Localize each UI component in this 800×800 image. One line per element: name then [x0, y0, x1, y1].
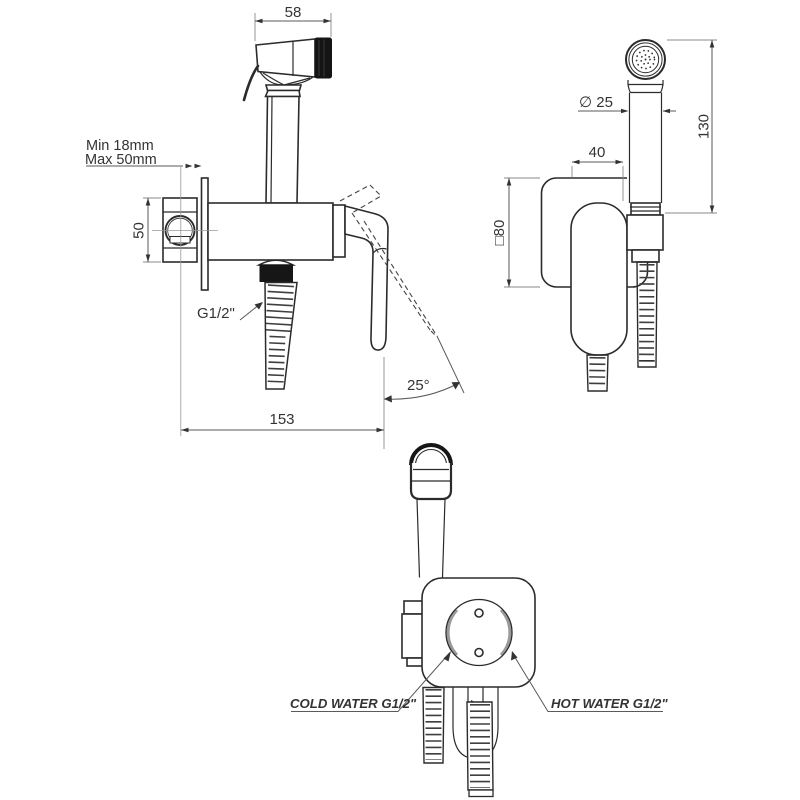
- front-view: [491, 40, 717, 391]
- lever-angle-label: 25°: [407, 377, 430, 394]
- wall-plate-side: [202, 178, 209, 290]
- shower-hose-bottom-left: [423, 688, 444, 764]
- trigger-lever: [244, 66, 258, 100]
- hose-connection-front: [627, 203, 663, 262]
- mixer-lever: [333, 205, 388, 350]
- inlet-tabs-bottom: [402, 601, 423, 666]
- bottom-view: [290, 445, 668, 797]
- side-view: [85, 4, 464, 449]
- shower-hose-bottom-center: [467, 700, 493, 797]
- dim-head-width-label: 58: [284, 4, 302, 21]
- dim-head-width: [255, 4, 331, 41]
- dim-height: [665, 40, 717, 213]
- screw-hole-top: [475, 609, 483, 617]
- thread-size-label: G1/2": [197, 305, 235, 322]
- screw-hole-bottom: [475, 649, 483, 657]
- wall-depth-annotation: [85, 138, 202, 168]
- hose-nut: [260, 265, 294, 283]
- thread-size-annotation: [197, 302, 263, 322]
- dim-total-width-label: 153: [269, 411, 295, 428]
- holder-hose-front: [587, 355, 608, 391]
- spray-nozzle-face: [315, 38, 332, 78]
- dim-valve-height: [131, 198, 162, 262]
- spray-hole-center: [645, 59, 647, 61]
- handle-top: [417, 499, 445, 578]
- hot-water-label: HOT WATER G1/2": [551, 696, 668, 711]
- dim-plate-size-label: □80: [491, 219, 508, 246]
- dim-total-width: [181, 357, 384, 449]
- hose-connection: [259, 260, 293, 282]
- handle-holder-front: [571, 203, 627, 355]
- shower-hose-front: [637, 262, 657, 367]
- dim-height-label: 130: [695, 113, 713, 140]
- body-bottom-square: [422, 578, 535, 687]
- spray-face: [626, 40, 665, 79]
- dim-plate-size: [491, 178, 540, 287]
- wall-max-label: Max 50mm: [85, 152, 157, 168]
- head-collar: [266, 85, 301, 91]
- lever-angle-annotation: [384, 336, 464, 403]
- spray-head-top: [411, 445, 451, 578]
- dim-offset-label: 40: [588, 144, 606, 161]
- mixer-body-side: [208, 203, 333, 260]
- cold-water-label: COLD WATER G1/2": [290, 696, 417, 711]
- dim-handle-diameter-label: ∅ 25: [579, 94, 613, 111]
- dim-valve-height-label: 50: [130, 222, 148, 239]
- shower-hose-side: [265, 283, 297, 390]
- wall-min-label: Min 18mm: [86, 138, 154, 154]
- spray-head-side: [244, 38, 332, 203]
